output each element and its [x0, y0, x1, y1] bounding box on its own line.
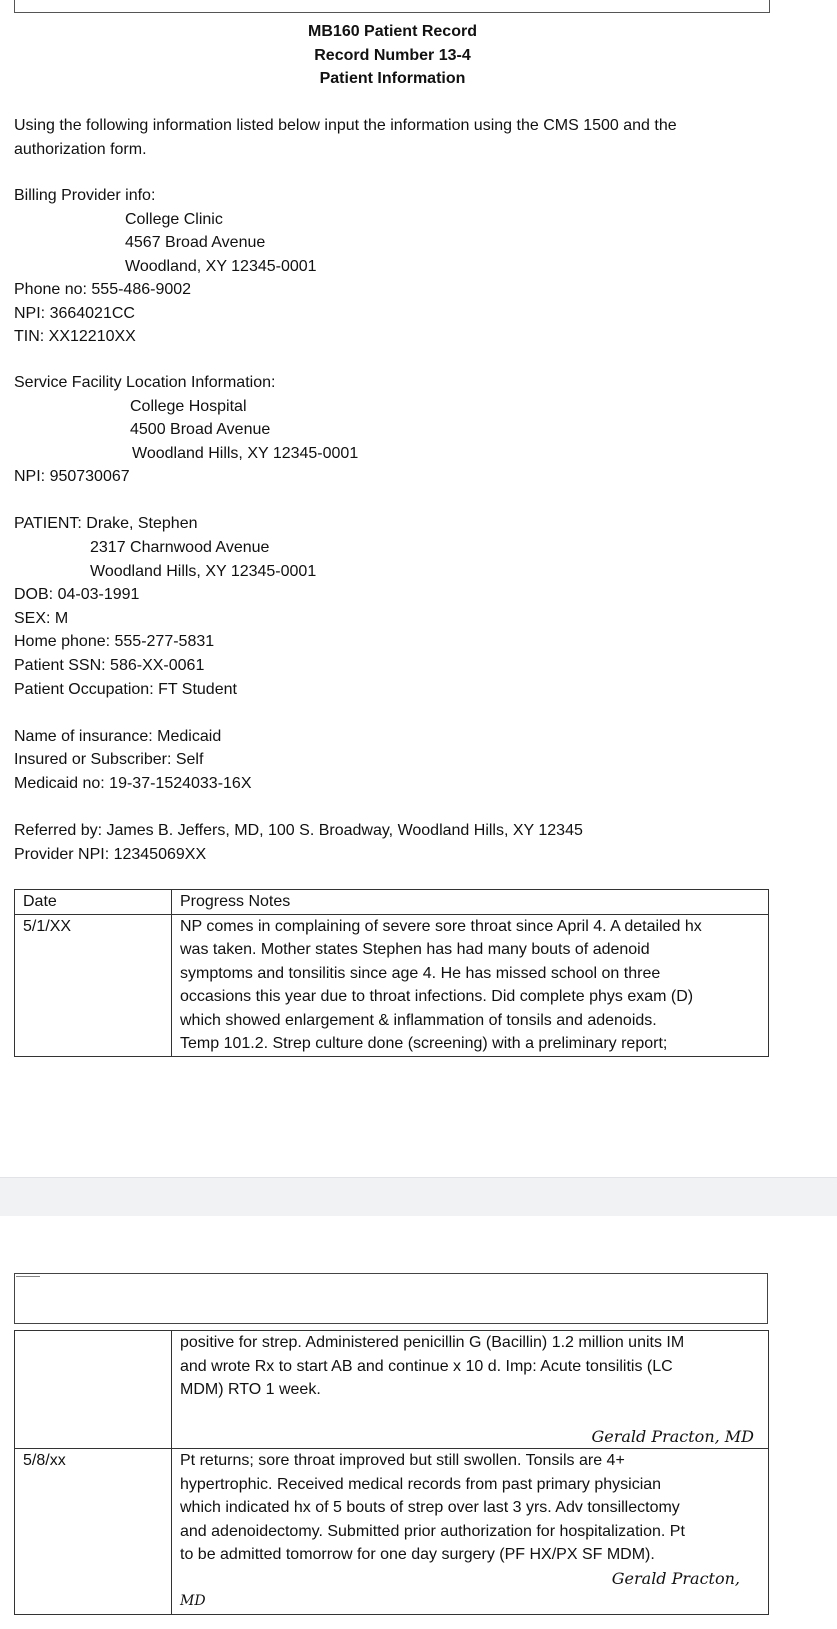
patient-sex: SEX: M	[14, 610, 69, 627]
table-header-row	[15, 890, 769, 915]
progress-notes-header: Progress Notes	[172, 890, 769, 915]
patient-city: Woodland Hills, XY 12345-0001	[90, 563, 317, 580]
service-facility-city: Woodland Hills, XY 12345-0001	[132, 445, 359, 462]
note-text	[172, 914, 769, 1056]
page-separator	[0, 1177, 837, 1216]
note-line: positive for strep. Administered penicillin G (Bacillin) 1.2 million units IM	[180, 1334, 685, 1351]
note-line: and adenoidectomy. Submitted prior authorization for hospitalization. Pt	[180, 1522, 685, 1540]
billing-provider-npi: NPI: 3664021CC	[14, 305, 135, 322]
billing-provider-phone: Phone no: 555-486-9002	[14, 281, 192, 298]
record-section: Patient Information	[319, 70, 466, 87]
physician-signature: Gerald Practon,	[611, 1568, 740, 1588]
note-line: MDM) RTO 1 week.	[180, 1381, 321, 1398]
insurance-name: Name of insurance: Medicaid	[14, 728, 222, 745]
note-line: to be admitted tomorrow for one day surgery (PF HX/PX SF MDM).	[180, 1546, 655, 1563]
note-line: NP comes in complaining of severe sore throat since April 4. A detailed hx	[180, 917, 702, 935]
patient-ssn: Patient SSN: 586-XX-0061	[14, 657, 205, 674]
billing-provider-tin: TIN: XX12210XX	[14, 328, 136, 345]
note-line: which indicated hx of 5 bouts of strep over last 3 yrs. Adv tonsillectomy	[180, 1499, 680, 1516]
page-2-header-box	[14, 1273, 768, 1324]
note-text	[172, 1331, 769, 1449]
patient-home-phone: Home phone: 555-277-5831	[14, 633, 215, 650]
page-2-header-marker: ▬▬▬▬▬▬▬▬	[16, 1274, 40, 1278]
billing-provider-street: 4567 Broad Avenue	[125, 234, 266, 251]
insurance-medicaid-no: Medicaid no: 19-37-1524033-16X	[14, 775, 252, 792]
table-row	[15, 1449, 769, 1615]
referring-provider-npi: Provider NPI: 12345069XX	[14, 846, 207, 863]
record-number: Record Number 13-4	[314, 47, 471, 64]
patient-street: 2317 Charnwood Avenue	[90, 539, 270, 556]
note-date: 5/8/xx	[15, 1449, 172, 1615]
date-header: Date	[15, 890, 172, 915]
note-line: hypertrophic. Received medical records from past primary physician	[180, 1475, 662, 1493]
physician-signature-continued: MD	[180, 1593, 206, 1609]
note-line: Pt returns; sore throat improved but still swollen. Tonsils are 4+	[180, 1452, 625, 1469]
note-spacer	[180, 1402, 760, 1425]
note-date: 5/1/XX	[15, 914, 172, 1056]
note-line: Temp 101.2. Strep culture done (screening) with a preliminary report;	[180, 1035, 668, 1052]
patient-name: PATIENT: Drake, Stephen	[14, 515, 198, 532]
service-facility-npi: NPI: 950730067	[14, 468, 130, 485]
header-box	[14, 0, 770, 13]
patient-occupation: Patient Occupation: FT Student	[14, 681, 237, 698]
record-title: MB160 Patient Record	[308, 23, 477, 40]
patient-dob: DOB: 04-03-1991	[14, 586, 140, 603]
progress-notes-table	[14, 889, 769, 1057]
service-facility-name: College Hospital	[130, 398, 247, 415]
note-date	[15, 1331, 172, 1449]
note-line: was taken. Mother states Stephen has had many bouts of adenoid	[180, 941, 650, 958]
service-facility-street: 4500 Broad Avenue	[130, 421, 271, 438]
billing-provider-name: College Clinic	[125, 211, 223, 228]
note-line: occasions this year due to throat infections. Did complete phys exam (D)	[180, 988, 694, 1005]
table-row	[15, 1331, 769, 1449]
note-line: which showed enlargement & inflammation of tonsils and adenoids.	[180, 1011, 657, 1029]
progress-notes-table-continued	[14, 1330, 769, 1615]
note-text	[172, 1449, 769, 1615]
note-line: and wrote Rx to start AB and continue x 10 d. Imp: Acute tonsilitis (LC	[180, 1357, 673, 1375]
insurance-subscriber: Insured or Subscriber: Self	[14, 751, 204, 768]
instructions-line-1: Using the following information listed below input the information using the CMS 1500 and the	[14, 117, 677, 134]
note-line: symptoms and tonsilitis since age 4. He has missed school on three	[180, 964, 661, 982]
billing-provider-city: Woodland, XY 12345-0001	[125, 258, 317, 275]
referred-by: Referred by: James B. Jeffers, MD, 100 S. Broadway, Woodland Hills, XY 12345	[14, 822, 583, 839]
service-facility-heading: Service Facility Location Information:	[14, 374, 276, 391]
physician-signature: Gerald Practon, MD	[591, 1426, 754, 1446]
table-row	[15, 914, 769, 1056]
billing-provider-heading: Billing Provider info:	[14, 187, 156, 204]
instructions-line-2: authorization form.	[14, 141, 147, 158]
